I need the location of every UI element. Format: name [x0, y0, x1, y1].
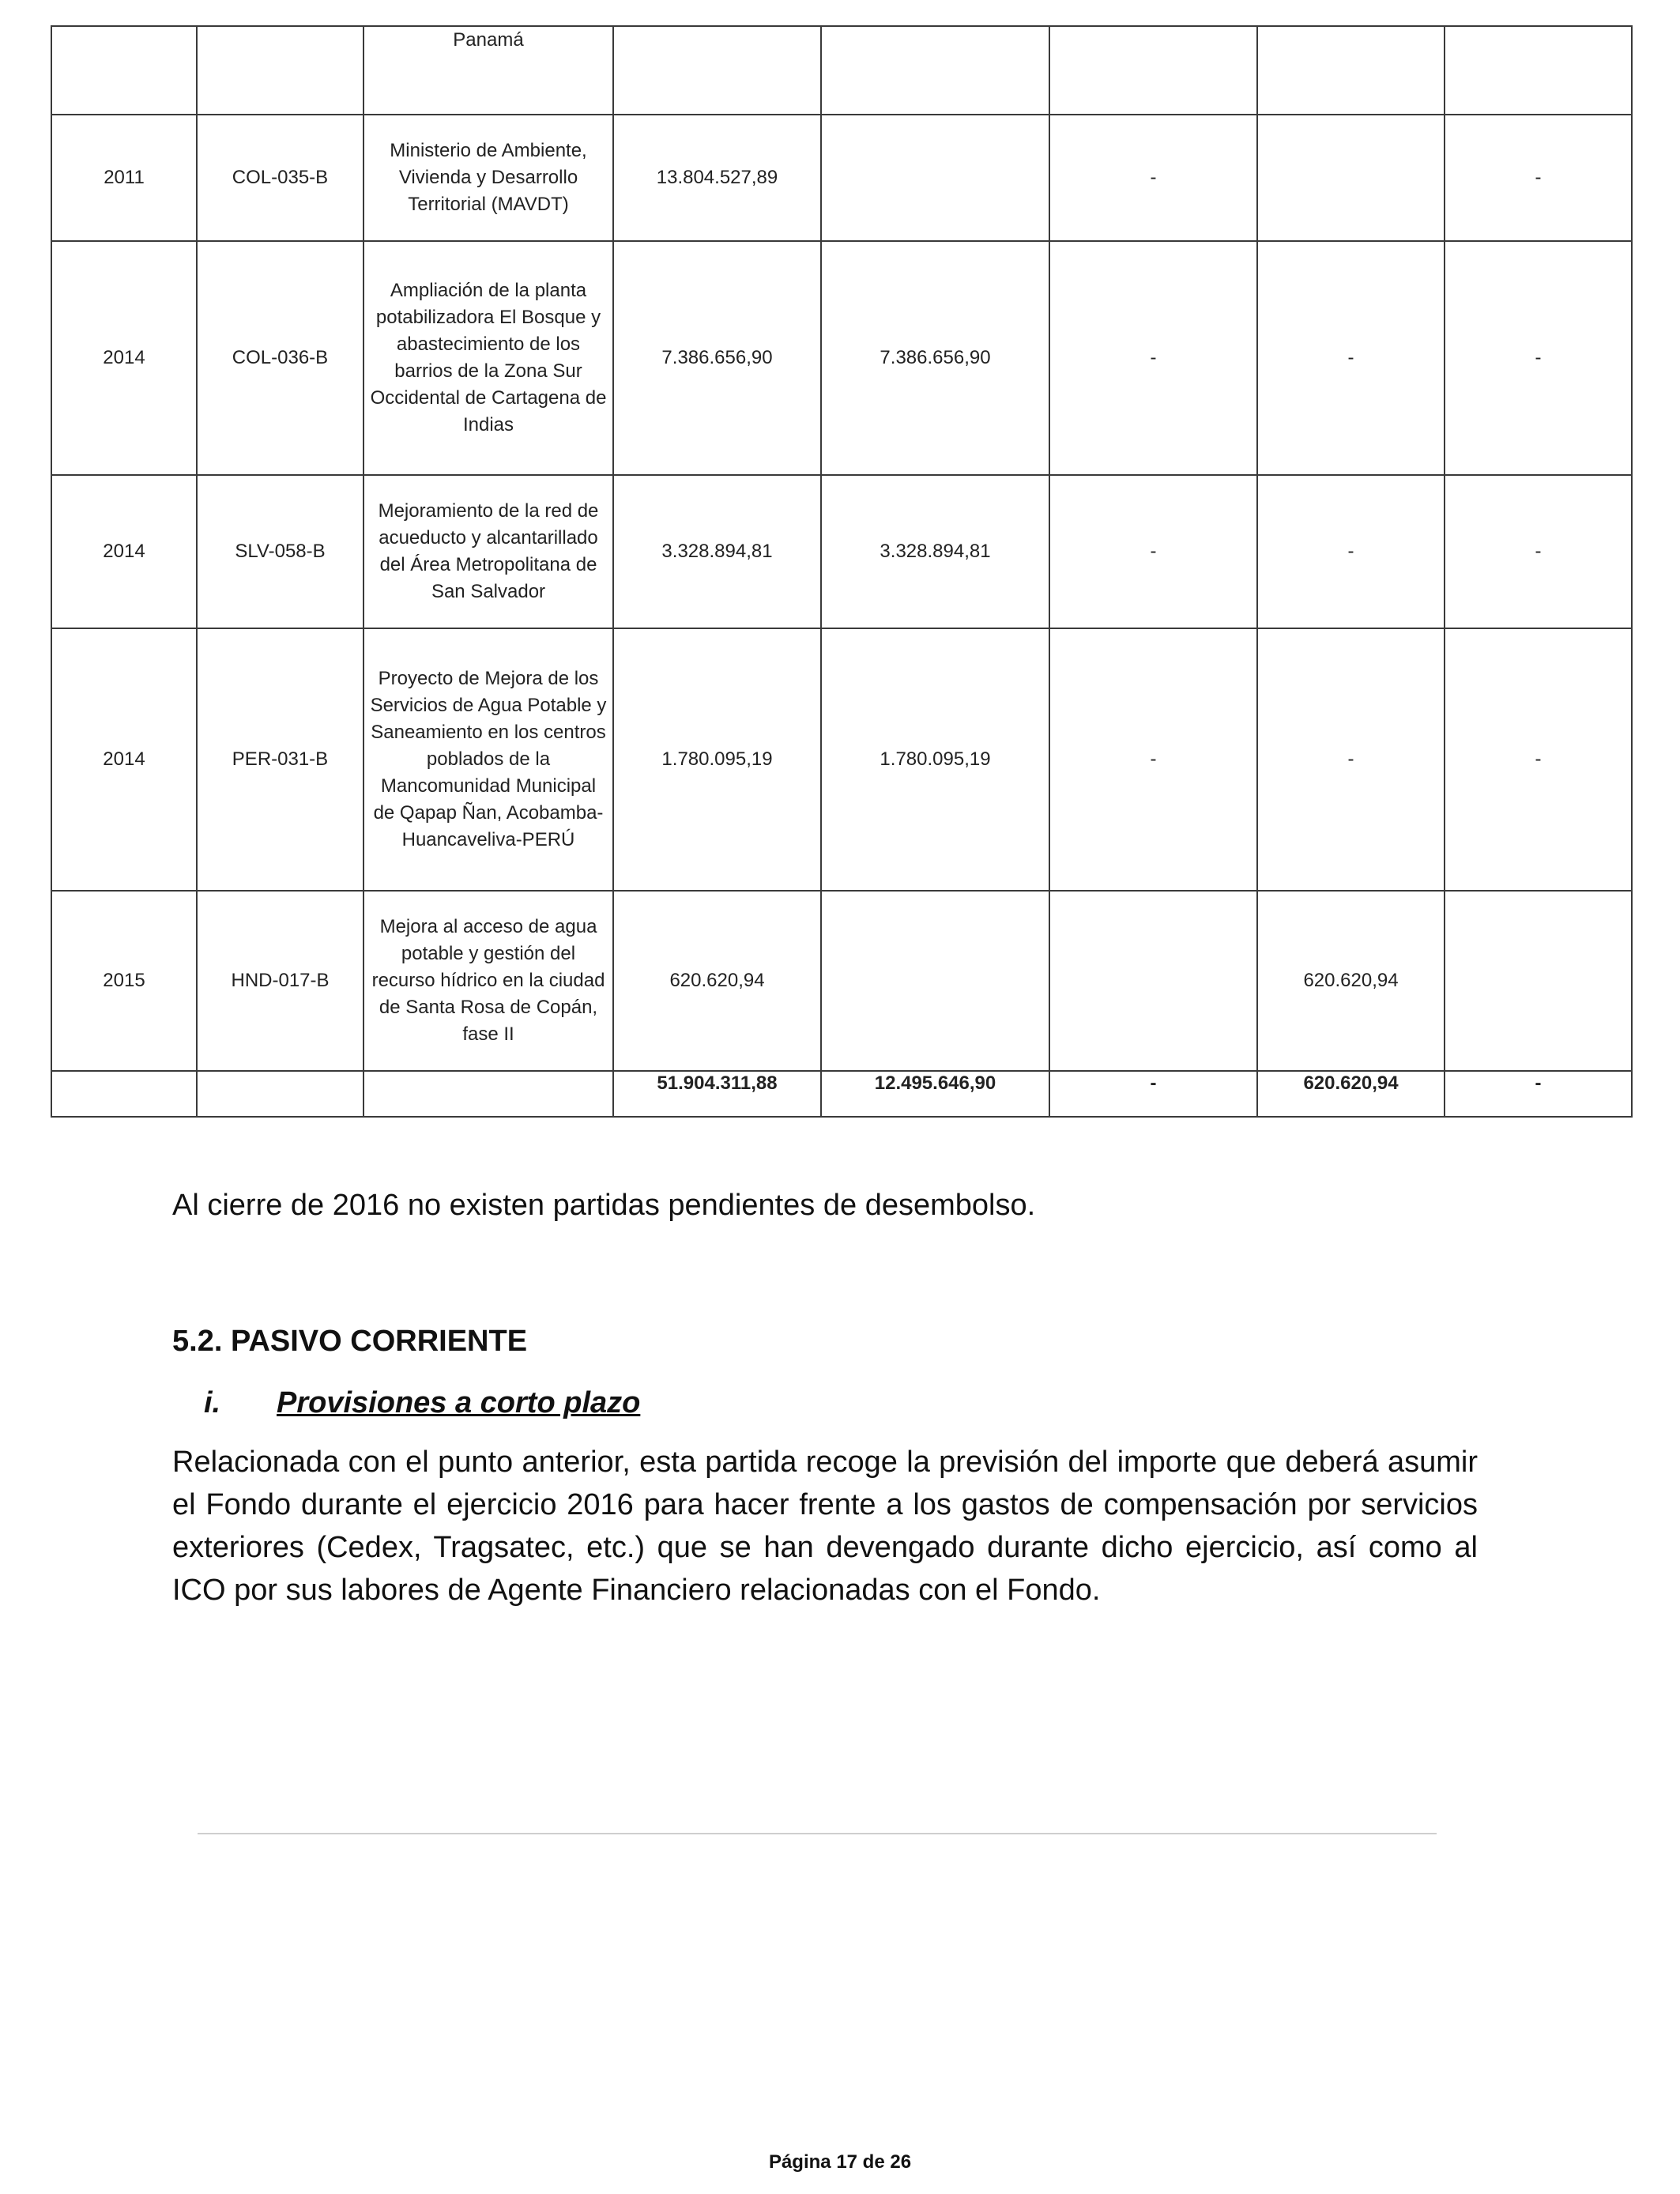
section-heading: 5.2. PASIVO CORRIENTE: [172, 1325, 528, 1358]
paragraph-disbursement: Al cierre de 2016 no existen partidas pendientes de desembolso.: [172, 1189, 1036, 1222]
cell-amount-5: -: [1445, 115, 1632, 241]
cell-year: 2011: [51, 115, 197, 241]
cell-description: Proyecto de Mejora de los Servicios de Agua Potable y Saneamiento en los centros poblados de la Mancomunidad Municipal de Qapap Ñan, Acobamba-Huancaveliva-PERÚ: [363, 628, 613, 891]
subsection-heading: [204, 1382, 640, 1424]
cell-code: [197, 26, 363, 115]
table-total-row: [51, 1071, 1632, 1117]
cell-year: 2015: [51, 891, 197, 1071]
total-cell-code: [197, 1071, 363, 1117]
table-row: [51, 26, 1632, 115]
page-number: Página 17 de 26: [768, 2151, 912, 2173]
paragraph-provisions: Relacionada con el punto anterior, esta partida recoge la previsión del importe que deberá asumir el Fondo durante el ejercicio 2016 para hacer frente a los gastos de compensación por servicios exteriores (Cedex, Tragsatec, etc.) que se han devengado durante dicho ejercicio, así como al ICO por sus labores de Agente Financiero relacionadas con el Fondo.: [172, 1446, 1478, 1607]
cell-amount-1: 620.620,94: [613, 891, 821, 1071]
cell-amount-2: 7.386.656,90: [821, 241, 1049, 475]
cell-amount-4: -: [1257, 241, 1445, 475]
cell-amount-4: [1257, 115, 1445, 241]
subsection-number: i.: [204, 1386, 221, 1419]
cell-amount-3: [1049, 891, 1257, 1071]
cell-amount-5: -: [1445, 241, 1632, 475]
cell-amount-5: [1445, 26, 1632, 115]
cell-amount-1: 7.386.656,90: [613, 241, 821, 475]
cell-amount-4: 620.620,94: [1257, 891, 1445, 1071]
table-row: [51, 241, 1632, 475]
cell-amount-3: -: [1049, 628, 1257, 891]
cell-code: SLV-058-B: [197, 475, 363, 628]
cell-year: [51, 26, 197, 115]
cell-amount-4: [1257, 26, 1445, 115]
cell-amount-5: [1445, 891, 1632, 1071]
cell-code: COL-035-B: [197, 115, 363, 241]
cell-description: Panamá: [363, 26, 613, 115]
cell-amount-1: [613, 26, 821, 115]
total-cell-amount-2: 12.495.646,90: [821, 1071, 1049, 1117]
table-row: [51, 115, 1632, 241]
cell-description: Ministerio de Ambiente, Vivienda y Desarrollo Territorial (MAVDT): [363, 115, 613, 241]
total-cell-description: [363, 1071, 613, 1117]
cell-code: PER-031-B: [197, 628, 363, 891]
cell-amount-2: 1.780.095,19: [821, 628, 1049, 891]
total-cell-amount-3: -: [1049, 1071, 1257, 1117]
cell-amount-2: [821, 115, 1049, 241]
cell-amount-2: [821, 26, 1049, 115]
cell-amount-4: -: [1257, 475, 1445, 628]
cell-year: 2014: [51, 241, 197, 475]
cell-amount-3: -: [1049, 115, 1257, 241]
total-cell-amount-5: -: [1445, 1071, 1632, 1117]
cell-description: Ampliación de la planta potabilizadora El Bosque y abastecimiento de los barrios de la Zona Sur Occidental de Cartagena de Indias: [363, 241, 613, 475]
table-row: [51, 628, 1632, 891]
cell-amount-1: 13.804.527,89: [613, 115, 821, 241]
cell-amount-3: -: [1049, 475, 1257, 628]
separator-line: [198, 1833, 1437, 1834]
table-row: [51, 475, 1632, 628]
cell-description: Mejora al acceso de agua potable y gestión del recurso hídrico en la ciudad de Santa Rosa de Copán, fase II: [363, 891, 613, 1071]
cell-amount-1: 1.780.095,19: [613, 628, 821, 891]
cell-year: 2014: [51, 475, 197, 628]
subsection-title: Provisiones a corto plazo: [277, 1386, 641, 1419]
cell-description: Mejoramiento de la red de acueducto y alcantarillado del Área Metropolitana de San Salvador: [363, 475, 613, 628]
cell-amount-1: 3.328.894,81: [613, 475, 821, 628]
cell-amount-4: -: [1257, 628, 1445, 891]
total-cell-amount-4: 620.620,94: [1257, 1071, 1445, 1117]
cell-amount-3: [1049, 26, 1257, 115]
total-cell-amount-1: 51.904.311,88: [613, 1071, 821, 1117]
table-row: [51, 891, 1632, 1071]
cell-amount-5: -: [1445, 475, 1632, 628]
cell-amount-2: 3.328.894,81: [821, 475, 1049, 628]
total-cell-year: [51, 1071, 197, 1117]
cell-year: 2014: [51, 628, 197, 891]
cell-amount-3: -: [1049, 241, 1257, 475]
cell-amount-2: [821, 891, 1049, 1071]
cell-code: COL-036-B: [197, 241, 363, 475]
cell-amount-5: -: [1445, 628, 1632, 891]
projects-table: [51, 25, 1633, 1118]
cell-code: HND-017-B: [197, 891, 363, 1071]
